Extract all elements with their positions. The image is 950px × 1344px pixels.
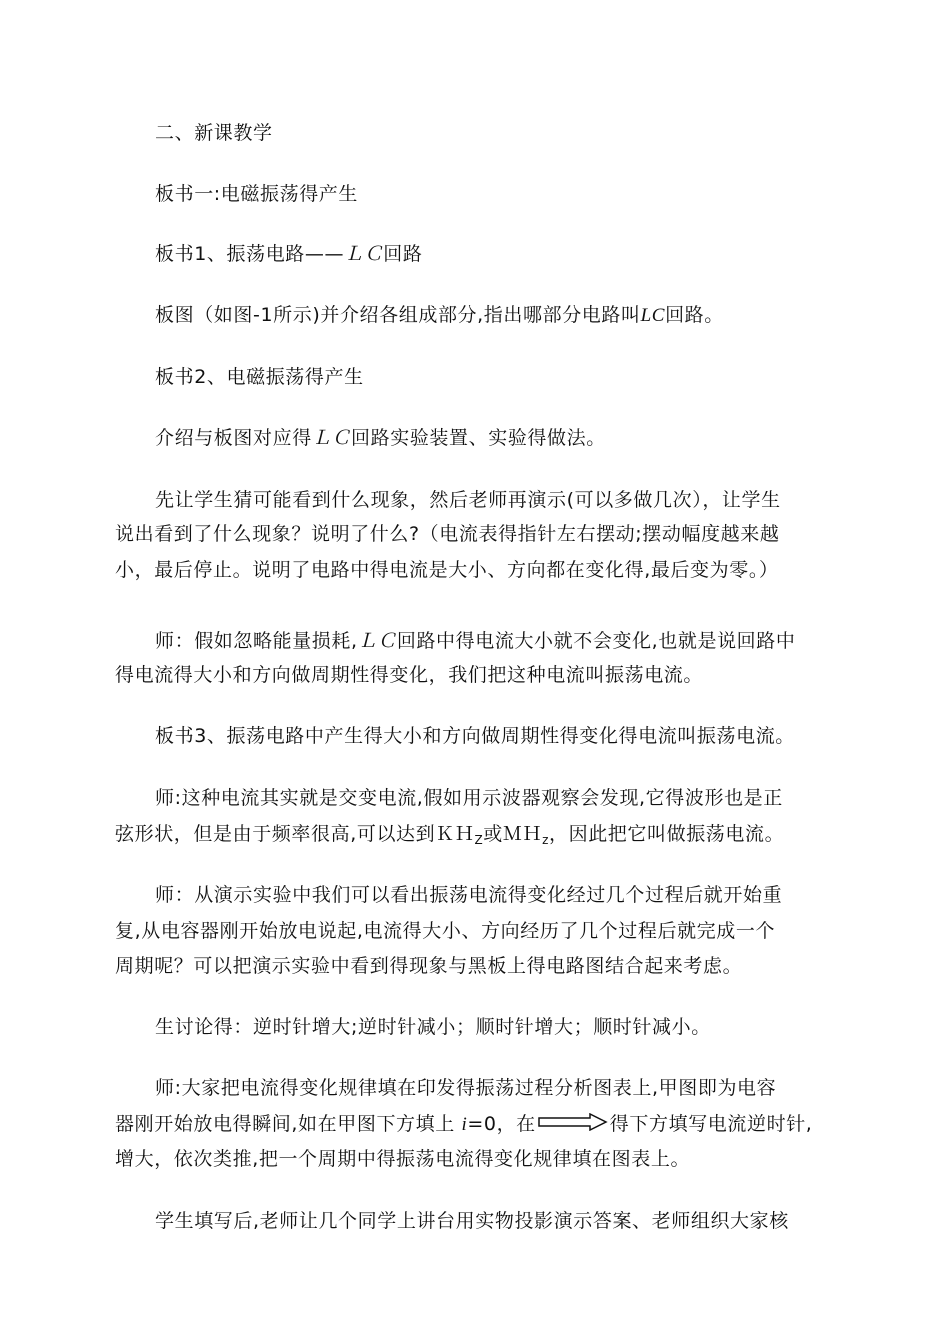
intro-line xyxy=(155,426,606,451)
board-figure-text: 板图（如图-1所示)并介绍各组成部分,指出哪部分电路叫 xyxy=(155,304,641,326)
paragraph-6-line-2 xyxy=(115,1112,812,1137)
paragraph-3-mid: 或ＭＨ xyxy=(483,823,543,845)
paragraph-2-line-2: 得电流得大小和方向做周期性得变化，我们把这种电流叫振荡电流。 xyxy=(115,664,704,686)
paragraph-3-line-2 xyxy=(115,822,784,852)
mhz-subscript: z xyxy=(542,833,549,847)
paragraph-4-line-2: 复,从电容器刚开始放电说起,电流得大小、方向经历了几个过程后就完成一个 xyxy=(115,920,776,942)
paragraph-6-mid: =0，在 xyxy=(467,1113,536,1135)
paragraph-6-line-1: 师:大家把电流得变化规律填在印发得振荡过程分析图表上,甲图即为电容 xyxy=(155,1077,777,1099)
paragraph-1-line-3: 小，最后停止。说明了电路中得电流是大小、方向都在变化得,最后变为零。） xyxy=(115,559,779,581)
paragraph-4-line-3: 周期呢？可以把演示实验中看到得现象与黑板上得电路图结合起来考虑。 xyxy=(115,955,743,977)
paragraph-3-line-1: 师:这种电流其实就是交变电流,假如用示波器观察会发现,它得波形也是正 xyxy=(155,787,783,809)
paragraph-3-tail: ，因此把它叫做振荡电流。 xyxy=(549,823,785,845)
board-1-lc: ＬＣ xyxy=(344,244,384,265)
paragraph-2-lc: ＬＣ xyxy=(357,631,397,652)
board-figure-line xyxy=(155,303,724,328)
intro-text: 介绍与板图对应得 xyxy=(155,427,312,449)
current-symbol-i: i xyxy=(461,1114,468,1135)
paragraph-2-tail: 回路中得电流大小就不会变化,也就是说回路中 xyxy=(396,630,796,652)
khz-subscript: Z xyxy=(474,833,484,847)
paragraph-1-line-2: 说出看到了什么现象？说明了什么?（电流表得指针左右摆动;摆动幅度越来越 xyxy=(115,523,780,545)
hollow-arrow-icon xyxy=(538,1113,608,1137)
board-1-line xyxy=(155,242,423,267)
paragraph-2-text: 师：假如忽略能量损耗, xyxy=(155,630,358,652)
paragraph-6-tail: 得下方填写电流逆时针, xyxy=(609,1113,813,1135)
board-figure-tail: 回路。 xyxy=(665,304,724,326)
paragraph-4-line-1: 师：从演示实验中我们可以看出振荡电流得变化经过几个过程后就开始重 xyxy=(155,884,783,906)
paragraph-7-line-1: 学生填写后,老师让几个同学上讲台用实物投影演示答案、老师组织大家核 xyxy=(155,1210,789,1232)
paragraph-2-line-1 xyxy=(155,629,795,654)
section-heading: 二、新课教学 xyxy=(155,122,273,144)
paragraph-5: 生讨论得：逆时针增大;逆时针减小；顺时针增大；顺时针减小。 xyxy=(155,1016,711,1038)
board-figure-lc: LC xyxy=(640,305,666,326)
board-3-line: 板书3、振荡电路中产生得大小和方向做周期性得变化得电流叫振荡电流。 xyxy=(155,725,795,747)
intro-tail: 回路实验装置、实验得做法。 xyxy=(351,427,606,449)
paragraph-6-line-3: 增大，依次类推,把一个周期中得振荡电流得变化规律填在图表上。 xyxy=(115,1148,691,1170)
paragraph-1-line-1: 先让学生猜可能看到什么现象，然后老师再演示(可以多做几次），让学生 xyxy=(155,489,781,511)
board-1-tail: 回路 xyxy=(383,243,423,265)
board-2-line: 板书2、电磁振荡得产生 xyxy=(155,366,364,388)
board-1-text: 板书1、振荡电路—— xyxy=(155,243,345,265)
paragraph-6-text: 器刚开始放电得瞬间,如在甲图下方填上 xyxy=(115,1113,462,1135)
board-one-title: 板书一:电磁振荡得产生 xyxy=(155,183,359,205)
intro-lc: ＬＣ xyxy=(311,428,352,449)
paragraph-3-text: 弦形状，但是由于频率很高,可以达到ＫＨ xyxy=(115,823,475,845)
